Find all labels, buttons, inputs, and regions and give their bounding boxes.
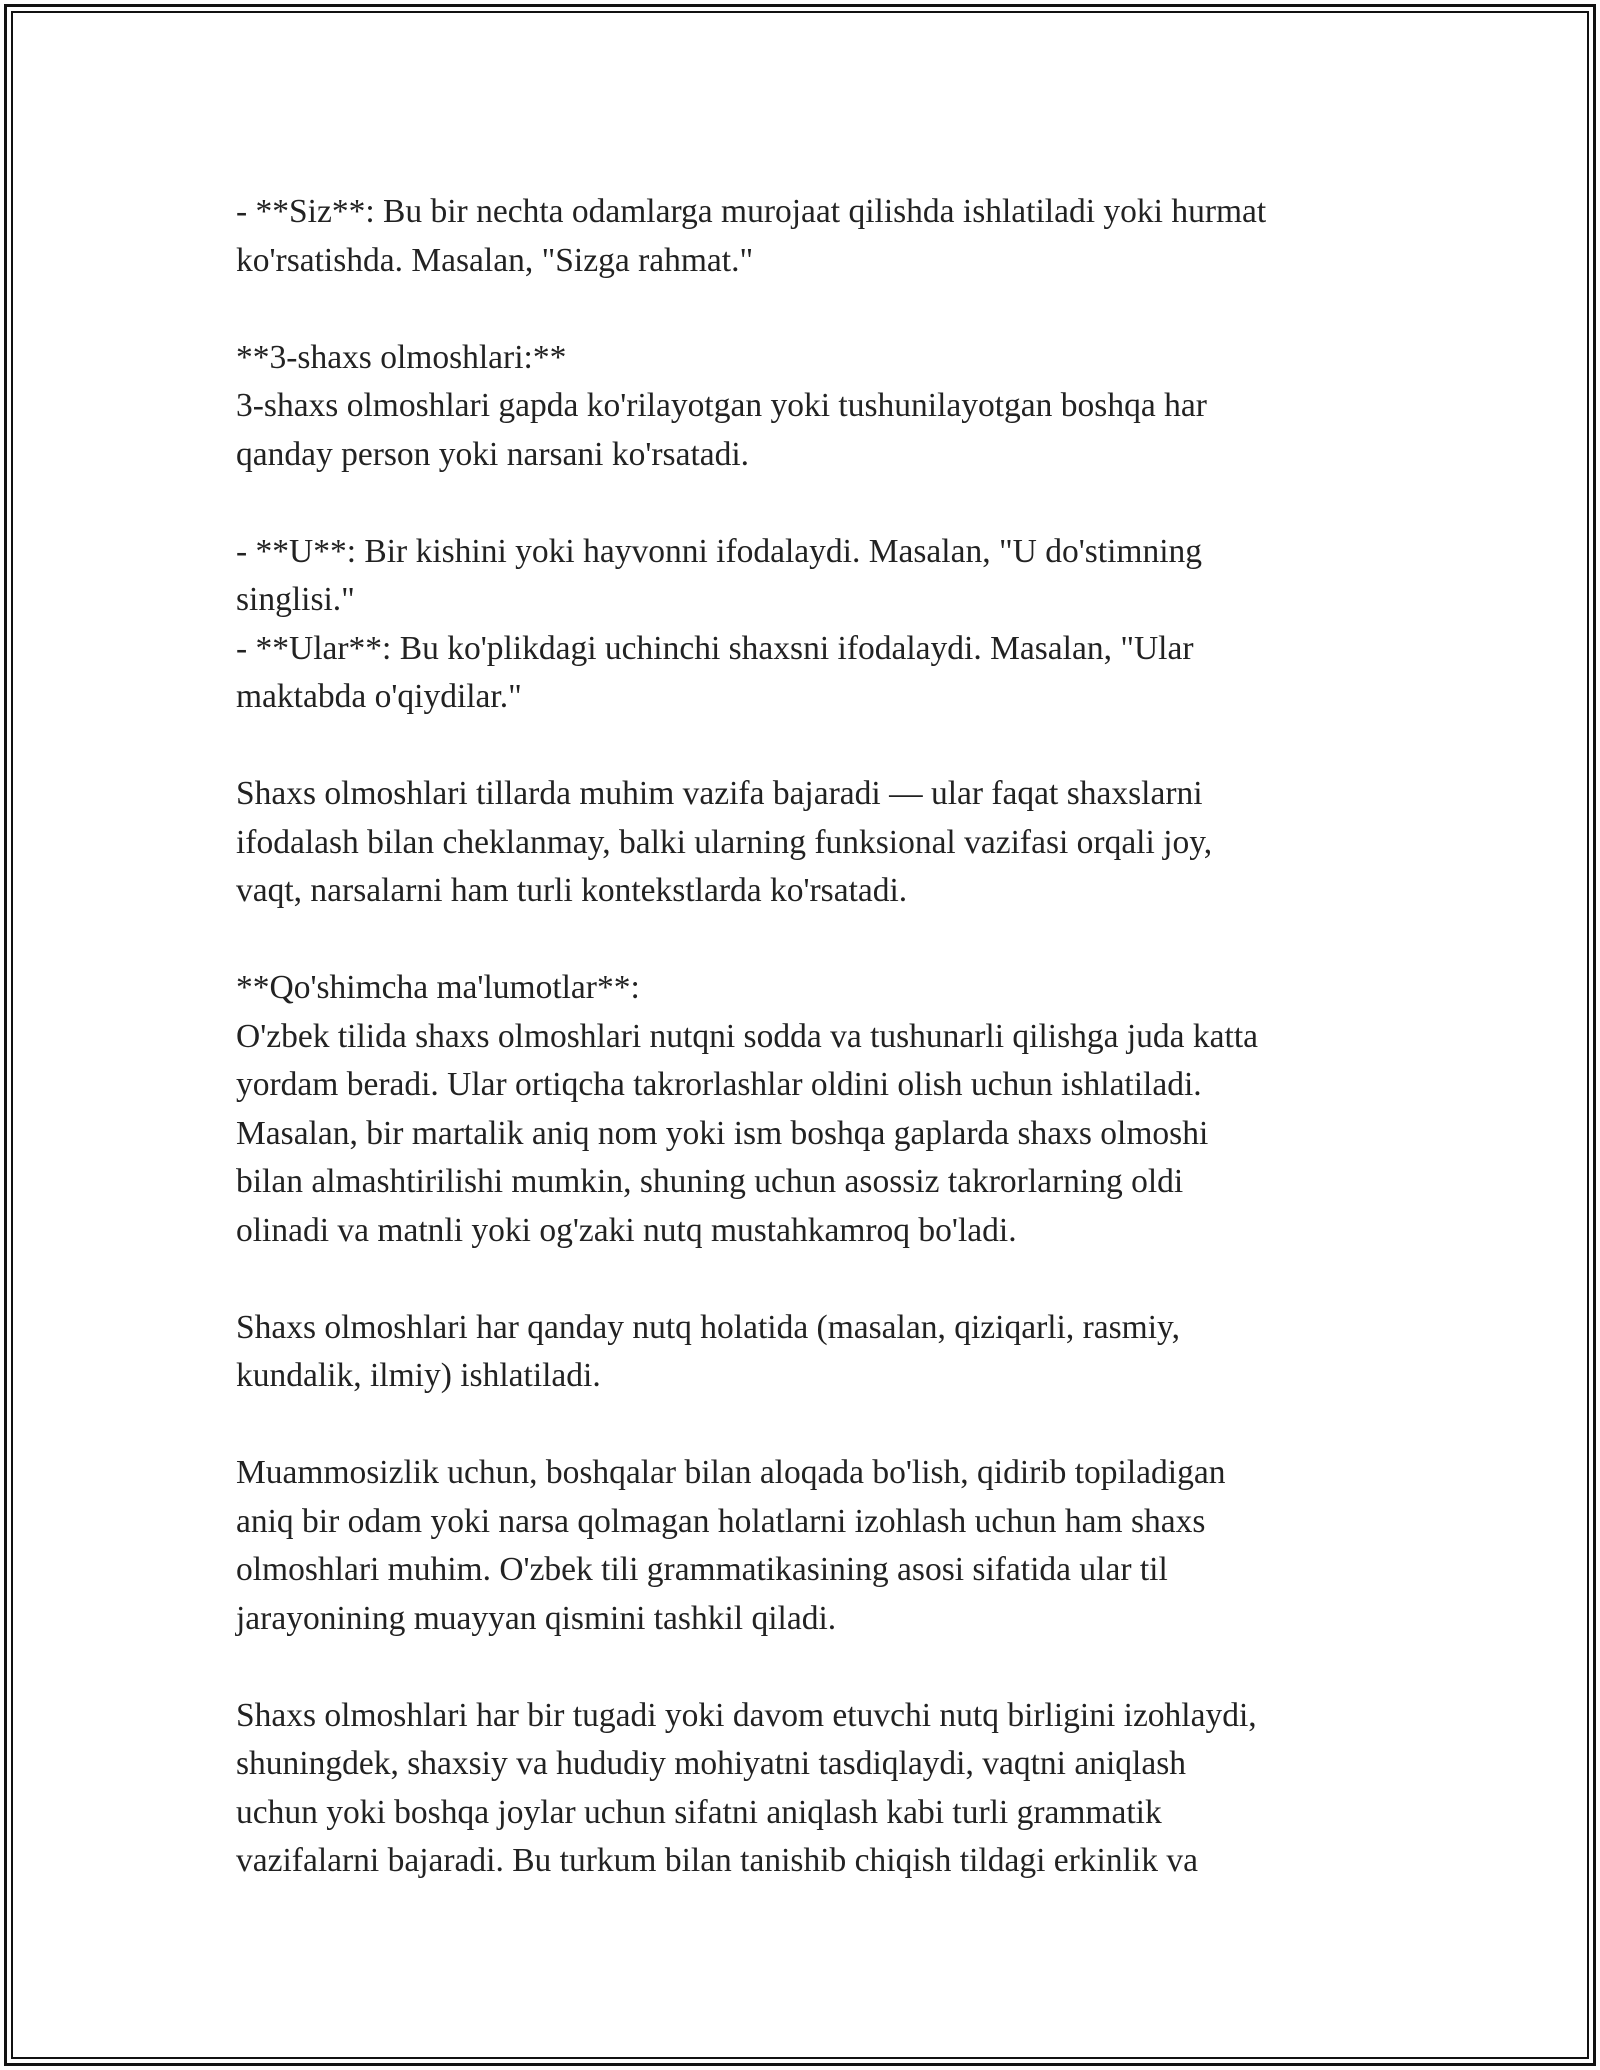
text-line: uchun yoki boshqa joylar uchun sifatni aniqlash kabi turli grammatik bbox=[236, 1793, 1162, 1831]
paragraph-gap bbox=[236, 1643, 1386, 1692]
text-line: olinadi va matnli yoki og'zaki nutq mustahkamroq bo'ladi. bbox=[236, 1211, 1017, 1249]
text-line: Shaxs olmoshlari tillarda muhim vazifa bajaradi — ular faqat shaxslarni bbox=[236, 775, 1203, 812]
text-line: vaqt, narsalarni ham turli kontekstlarda ko'rsatadi. bbox=[236, 872, 908, 909]
text-line: Masalan, bir martalik aniq nom yoki ism boshqa gaplarda shaxs olmoshi bbox=[236, 1114, 1209, 1152]
paragraph-gap bbox=[236, 722, 1386, 771]
paragraph bbox=[236, 1449, 1386, 1643]
text-line: aniq bir odam yoki narsa qolmagan holatlarni izohlash uchun ham shaxs bbox=[236, 1502, 1206, 1540]
paragraph bbox=[236, 528, 1386, 722]
text-line: Shaxs olmoshlari har bir tugadi yoki davom etuvchi nutq birligini izohlaydi, bbox=[236, 1696, 1257, 1734]
paragraph bbox=[236, 188, 1386, 285]
paragraph bbox=[236, 334, 1386, 480]
text-line: ifodalash bilan cheklanmay, balki ularning funksional vazifasi orqali joy, bbox=[236, 823, 1213, 861]
paragraph-gap bbox=[236, 1401, 1386, 1450]
text-line: **Qo'shimcha ma'lumotlar**: bbox=[236, 969, 640, 1006]
paragraph bbox=[236, 964, 1386, 1255]
text-line: singlisi." bbox=[236, 581, 355, 618]
text-line: yordam beradi. Ular ortiqcha takrorlashlar oldini olish uchun ishlatiladi. bbox=[236, 1066, 1202, 1103]
text-line: Muammosizlik uchun, boshqalar bilan aloqada bo'lish, qidirib topiladigan bbox=[236, 1454, 1226, 1491]
text-line: - **U**: Bir kishini yoki hayvonni ifodalaydi. Masalan, "U do'stimning bbox=[236, 532, 1203, 570]
text-line: shuningdek, shaxsiy va hududiy mohiyatni tasdiqlaydi, vaqtni aniqlash bbox=[236, 1745, 1186, 1782]
paragraph-gap bbox=[236, 285, 1386, 334]
paragraph bbox=[236, 770, 1386, 916]
text-line: qanday person yoki narsani ko'rsatadi. bbox=[236, 435, 750, 473]
text-line: Shaxs olmoshlari har qanday nutq holatida (masalan, qiziqarli, rasmiy, bbox=[236, 1308, 1180, 1346]
text-line: - **Ular**: Bu ko'plikdagi uchinchi shaxsni ifodalaydi. Masalan, "Ular bbox=[236, 629, 1194, 667]
paragraph-gap bbox=[236, 479, 1386, 528]
paragraph bbox=[236, 1692, 1386, 1886]
paragraph bbox=[236, 1304, 1386, 1401]
text-line: 3-shaxs olmoshlari gapda ko'rilayotgan yoki tushunilayotgan boshqa har bbox=[236, 387, 1207, 424]
text-line: vazifalarni bajaradi. Bu turkum bilan tanishib chiqish tildagi erkinlik va bbox=[236, 1842, 1198, 1879]
paragraph-gap bbox=[236, 916, 1386, 965]
text-line: maktabda o'qiydilar." bbox=[236, 678, 522, 715]
document-body bbox=[236, 188, 1386, 1886]
text-line: kundalik, ilmiy) ishlatiladi. bbox=[236, 1357, 601, 1394]
text-line: - **Siz**: Bu bir nechta odamlarga murojaat qilishda ishlatiladi yoki hurmat bbox=[236, 193, 1267, 230]
text-line: jarayonining muayyan qismini tashkil qiladi. bbox=[236, 1599, 837, 1637]
text-line: **3-shaxs olmoshlari:** bbox=[236, 338, 567, 376]
paragraph-gap bbox=[236, 1255, 1386, 1304]
text-line: ko'rsatishda. Masalan, "Sizga rahmat." bbox=[236, 241, 754, 279]
text-line: O'zbek tilida shaxs olmoshlari nutqni sodda va tushunarli qilishga juda katta bbox=[236, 1017, 1259, 1055]
text-line: bilan almashtirilishi mumkin, shuning uchun asossiz takrorlarning oldi bbox=[236, 1163, 1184, 1200]
text-line: olmoshlari muhim. O'zbek tili grammatikasining asosi sifatida ular til bbox=[236, 1551, 1168, 1588]
